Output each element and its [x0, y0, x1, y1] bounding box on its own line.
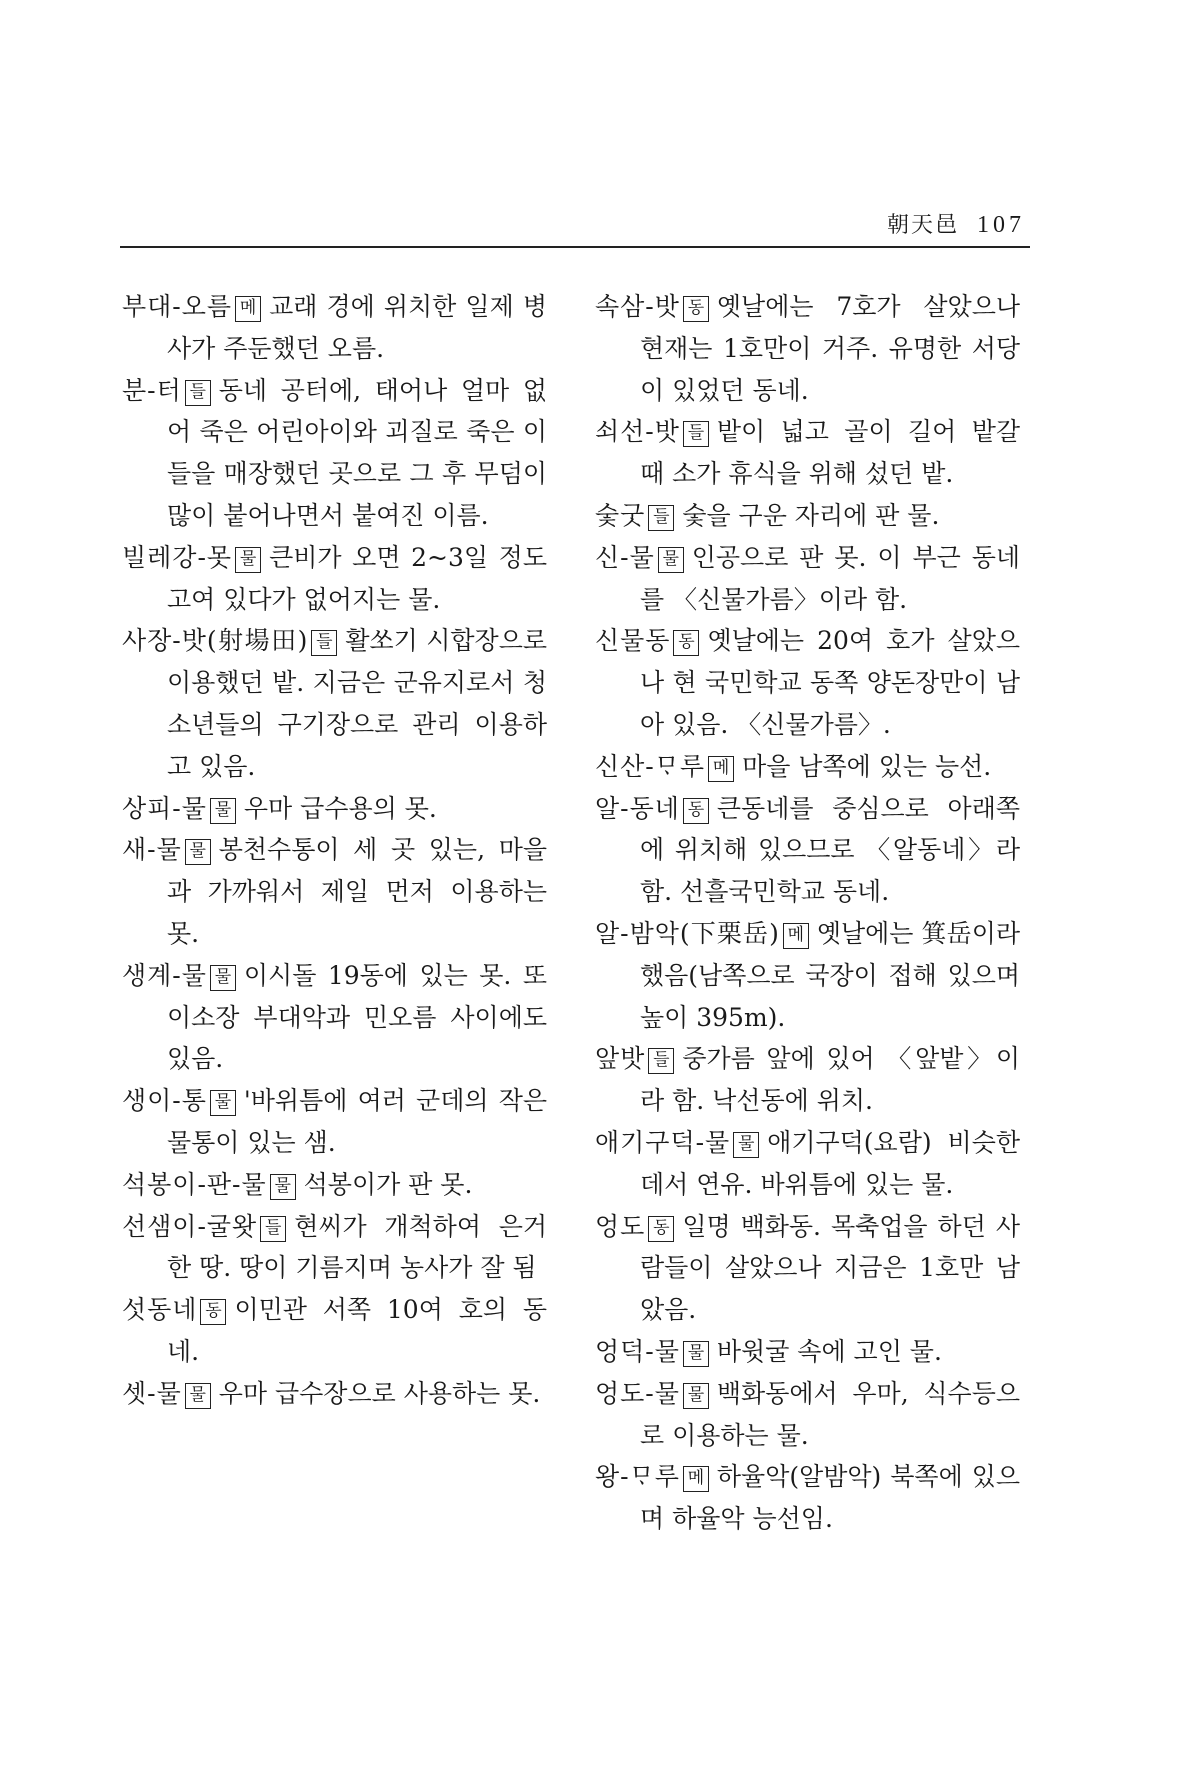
gazetteer-entry	[122, 1373, 547, 1415]
gazetteer-entry	[122, 829, 547, 954]
gazetteer-entry	[122, 1080, 547, 1164]
entry-term: 상피-물	[122, 793, 207, 823]
entry-term: 엉덕-물	[595, 1336, 680, 1366]
entry-text: 일명 백화동. 목축업을 하던 사람들이 살았으나 지금은 1호만 남았음.	[640, 1211, 1020, 1325]
entry-term: 셋-물	[122, 1378, 182, 1408]
gazetteer-entry	[595, 411, 1020, 495]
left-column	[122, 286, 547, 1415]
category-tag: 들	[311, 630, 337, 656]
entry-term: 알-밤악(下栗岳)	[595, 918, 780, 948]
category-tag: 동	[683, 296, 709, 322]
entry-text: 옛날에는 箕岳이라 했음(남쪽으로 국장이 접해 있으며 높이 395m).	[640, 918, 1020, 1032]
gazetteer-entry	[122, 286, 547, 370]
gazetteer-entry	[122, 620, 547, 787]
entry-text: 큰비가 오면 2~3일 정도 고여 있다가 없어지는 물.	[167, 542, 547, 614]
entry-text: 큰동네를 중심으로 아래쪽에 위치해 있으므로 〈알동네〉라 함. 선흘국민학교 동네.	[640, 793, 1020, 907]
entry-text: 활쏘기 시합장으로 이용했던 밭. 지금은 군유지로서 청소년들의 구기장으로 관리 이용하고 있음.	[167, 626, 547, 781]
entry-term: 생이-통	[122, 1086, 207, 1116]
entry-term: 사장-밧(射場田)	[122, 626, 309, 656]
category-tag: 메	[235, 296, 261, 322]
entry-text: 옛날에는 20여 호가 살았으나 현 국민학교 동쪽 양돈장만이 남아 있음. 〈신물가름〉.	[640, 626, 1020, 739]
running-head	[887, 208, 1025, 239]
category-tag: 들	[185, 380, 211, 406]
entry-term: 쇠선-밧	[595, 417, 680, 447]
gazetteer-entry	[122, 537, 547, 621]
category-tag: 메	[683, 1466, 709, 1492]
entry-text: 마을 남쪽에 있는 능선.	[742, 751, 992, 781]
right-column	[595, 286, 1020, 1540]
category-tag: 동	[683, 798, 709, 824]
entry-term: 엉도	[595, 1211, 646, 1241]
gazetteer-entry	[122, 1206, 547, 1290]
section-title: 朝天邑	[886, 213, 959, 238]
category-tag: 물	[185, 1383, 211, 1409]
entry-term: 분-터	[122, 375, 182, 405]
entry-text: 중가름 앞에 있어 〈앞밭〉이라 함. 낙선동에 위치.	[640, 1044, 1020, 1116]
entry-text: 석봉이가 판 못.	[303, 1169, 473, 1199]
category-tag: 들	[648, 505, 674, 531]
category-tag: 동	[673, 630, 699, 656]
entry-text: 밭이 넓고 골이 길어 밭갈 때 소가 휴식을 위해 섰던 밭.	[640, 417, 1020, 489]
category-tag: 동	[648, 1216, 674, 1242]
gazetteer-entry	[595, 788, 1020, 913]
entry-term: 앞밧	[595, 1044, 646, 1074]
category-tag: 물	[185, 839, 211, 865]
entry-text: 현씨가 개척하여 은거한 땅. 땅이 기름지며 농사가 잘 됨	[167, 1211, 547, 1283]
entry-term: 부대-오름	[122, 292, 233, 321]
category-tag: 물	[210, 1090, 236, 1116]
entry-term: 새-물	[122, 835, 182, 865]
entry-text: 애기구덕(요람) 비슷한 데서 연유. 바위틈에 있는 물.	[640, 1127, 1020, 1199]
entry-term: 엉도-물	[595, 1378, 680, 1408]
entry-term: 숯굿	[595, 500, 646, 530]
entry-text: 이민관 서쪽 10여 호의 동네.	[167, 1295, 547, 1366]
entry-term: 신-물	[595, 542, 655, 572]
entry-term: 빌레강-못	[122, 542, 233, 572]
gazetteer-entry	[595, 1122, 1020, 1206]
gazetteer-entry	[595, 286, 1020, 411]
category-tag: 물	[683, 1341, 709, 1367]
entry-text: 인공으로 판 못. 이 부근 동네를 〈신물가름〉이라 함.	[640, 542, 1020, 614]
entry-term: 신물동	[595, 626, 671, 656]
entry-term: 선샘이-굴왓	[122, 1211, 258, 1241]
entry-text: 교래 경에 위치한 일제 병사가 주둔했던 오름.	[167, 292, 547, 363]
gazetteer-entry	[595, 495, 1020, 537]
entry-term: 생계-물	[122, 960, 207, 990]
page-number: 107	[977, 212, 1025, 238]
gazetteer-entry	[595, 1373, 1020, 1457]
entry-text: 봉천수통이 세 곳 있는, 마을과 가까워서 제일 먼저 이용하는 못.	[167, 835, 547, 948]
category-tag: 물	[658, 547, 684, 573]
category-tag: 물	[270, 1174, 296, 1200]
gazetteer-entry	[595, 1038, 1020, 1122]
entry-term: 석봉이-판-물	[122, 1169, 267, 1199]
entry-text: 우마 급수용의 못.	[243, 793, 437, 823]
gazetteer-entry	[122, 788, 547, 830]
entry-term: 속삼-밧	[595, 292, 680, 321]
category-tag: 물	[210, 798, 236, 824]
gazetteer-entry	[595, 746, 1020, 788]
category-tag: 들	[260, 1216, 286, 1242]
entry-term: 애기구덕-물	[595, 1127, 731, 1157]
entry-term: 왕-ᄆᆞ루	[595, 1462, 680, 1492]
entry-text: 숯을 구운 자리에 판 물.	[682, 500, 940, 530]
gazetteer-entry	[595, 1456, 1020, 1540]
header-rule	[120, 246, 1030, 248]
gazetteer-entry	[595, 1206, 1020, 1331]
entry-term: 신산-ᄆᆞ루	[595, 751, 706, 781]
category-tag: 메	[708, 756, 734, 782]
entry-text: 백화동에서 우마, 식수등으로 이용하는 물.	[640, 1378, 1020, 1450]
entry-term: 섯동네	[122, 1295, 198, 1325]
category-tag: 물	[235, 547, 261, 573]
gazetteer-entry	[122, 370, 547, 537]
category-tag: 물	[733, 1132, 759, 1158]
category-tag: 메	[783, 923, 809, 949]
gazetteer-entry	[122, 1164, 547, 1206]
entry-term: 알-동네	[595, 793, 680, 823]
gazetteer-entry	[595, 913, 1020, 1038]
gazetteer-entry	[122, 1289, 547, 1373]
gazetteer-entry	[595, 620, 1020, 745]
gazetteer-entry	[595, 537, 1020, 621]
entry-text: 하율악(알밤악) 북쪽에 있으며 하율악 능선임.	[640, 1462, 1020, 1534]
category-tag: 물	[210, 965, 236, 991]
entry-text: 옛날에는 7호가 살았으나 현재는 1호만이 거주. 유명한 서당이 있었던 동네.	[640, 292, 1020, 405]
gazetteer-entry	[595, 1331, 1020, 1373]
category-tag: 동	[200, 1299, 226, 1325]
entry-text: '바위틈에 여러 군데의 작은 물통이 있는 샘.	[167, 1086, 547, 1157]
entry-text: 우마 급수장으로 사용하는 못.	[218, 1378, 541, 1408]
category-tag: 물	[683, 1383, 709, 1409]
entry-text: 바윗굴 속에 고인 물.	[716, 1336, 942, 1366]
gazetteer-entry	[122, 955, 547, 1080]
entry-text: 동네 공터에, 태어나 얼마 없어 죽은 어린아이와 괴질로 죽은 이들을 매장했던 곳으로 그 후 무덤이 많이 붙어나면서 붙여진 이름.	[167, 375, 547, 530]
category-tag: 들	[683, 421, 709, 447]
category-tag: 들	[648, 1048, 674, 1074]
entry-text: 이시돌 19동에 있는 못. 또 이소장 부대악과 민오름 사이에도 있음.	[167, 960, 547, 1074]
